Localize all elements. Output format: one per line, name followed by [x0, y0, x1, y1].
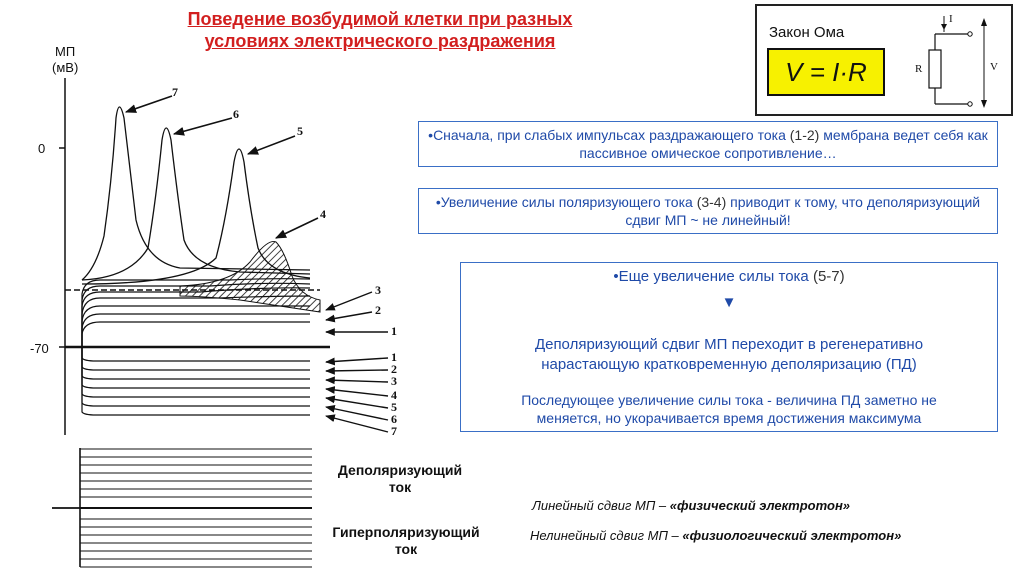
tick-label-0: 0 — [38, 141, 46, 156]
note2-bold: «физиологический электротон» — [682, 528, 902, 543]
depol-label-2: 2 — [375, 303, 381, 317]
hyperpolarizing-current-label — [320, 524, 492, 558]
y-axis-label-1: МП — [55, 44, 76, 59]
box2-text-b: приводит к тому, что деполяризующий сдвиг МП ~ не линейный! — [625, 194, 981, 228]
box3-text-a: •Еще увеличение силы тока — [613, 268, 813, 285]
hyperpolarization-responses — [82, 347, 310, 415]
info-box-weak-current — [418, 121, 998, 167]
box1-text-a: •Сначала, при слабых импульсах раздражающего тока — [428, 127, 790, 143]
tick-label-70: -70 — [30, 341, 49, 356]
note2-plain: Нелинейный сдвиг МП – — [530, 528, 683, 543]
depolarizing-current-steps — [80, 449, 312, 497]
hyper-label-2: 2 — [391, 362, 397, 376]
y-axis-label-2: (мВ) — [52, 60, 79, 75]
resistor-icon — [929, 50, 941, 88]
hyper-label-5: 5 — [391, 400, 397, 414]
info-box-strong-current — [460, 262, 998, 432]
peak-label-6: 6 — [233, 107, 239, 121]
note1-bold: «физический электротон» — [669, 498, 851, 513]
depol-current-line-2: ток — [388, 479, 412, 495]
info-box-increase-current — [418, 188, 998, 234]
depol-label-3: 3 — [375, 283, 381, 297]
box2-text-a: •Увеличение силы поляризующего тока — [435, 194, 697, 210]
title-line-2: условиях электрического раздражения — [204, 31, 556, 51]
note-nonlinear-shift — [530, 528, 901, 543]
box2-range: (3-4) — [696, 194, 727, 210]
peak-label-5: 5 — [297, 124, 303, 138]
ohm-law-title: Закон Ома — [769, 24, 845, 41]
box1-range: (1-2) — [789, 127, 820, 143]
depol-label-1: 1 — [391, 324, 397, 338]
title-line-1: Поведение возбудимой клетки при разных — [187, 9, 573, 29]
ohm-symbol-i: I — [949, 13, 953, 25]
depol-current-line-1: Деполяризующий — [337, 462, 463, 478]
box3-line3b: меняется, но укорачивается время достижения максимума — [536, 410, 922, 426]
ohm-symbol-v: V — [990, 61, 998, 73]
box3-line2b: нарастающую кратковременную деполяризацию (ПД) — [541, 356, 917, 373]
down-arrow-icon: ▼ — [721, 294, 737, 311]
note-linear-shift — [532, 498, 850, 513]
hyperpolarizing-current-steps — [80, 519, 312, 567]
hyper-current-line-1: Гиперполяризующий — [332, 524, 480, 540]
hyper-label-1: 1 — [391, 350, 397, 364]
ohm-law-box — [755, 4, 1013, 116]
note1-plain: Линейный сдвиг МП – — [532, 498, 670, 513]
hyper-label-7: 7 — [391, 424, 397, 438]
hyper-label-3: 3 — [391, 374, 397, 388]
hyper-arrows — [326, 358, 388, 432]
hyper-label-4: 4 — [391, 388, 397, 402]
box3-range: (5-7) — [812, 268, 845, 285]
depolarizing-current-label — [320, 462, 480, 496]
box3-line2a: Деполяризующий сдвиг МП переходит в регенеративно — [534, 336, 924, 353]
ohm-symbol-r: R — [915, 63, 923, 75]
box1-text-b: мембрана ведет себя как пассивное омическое сопротивление… — [579, 127, 988, 161]
box3-line3a: Последующее увеличение силы тока - величина ПД заметно не — [521, 392, 937, 408]
peak-label-7: 7 — [172, 85, 178, 99]
hyper-label-6: 6 — [391, 412, 397, 426]
peak-arrows — [126, 96, 318, 238]
ohm-law-formula: V = I·R — [767, 48, 885, 96]
ohm-circuit-diagram — [902, 8, 1010, 112]
hyper-current-line-2: ток — [394, 541, 418, 557]
peak-label-4: 4 — [320, 207, 326, 221]
